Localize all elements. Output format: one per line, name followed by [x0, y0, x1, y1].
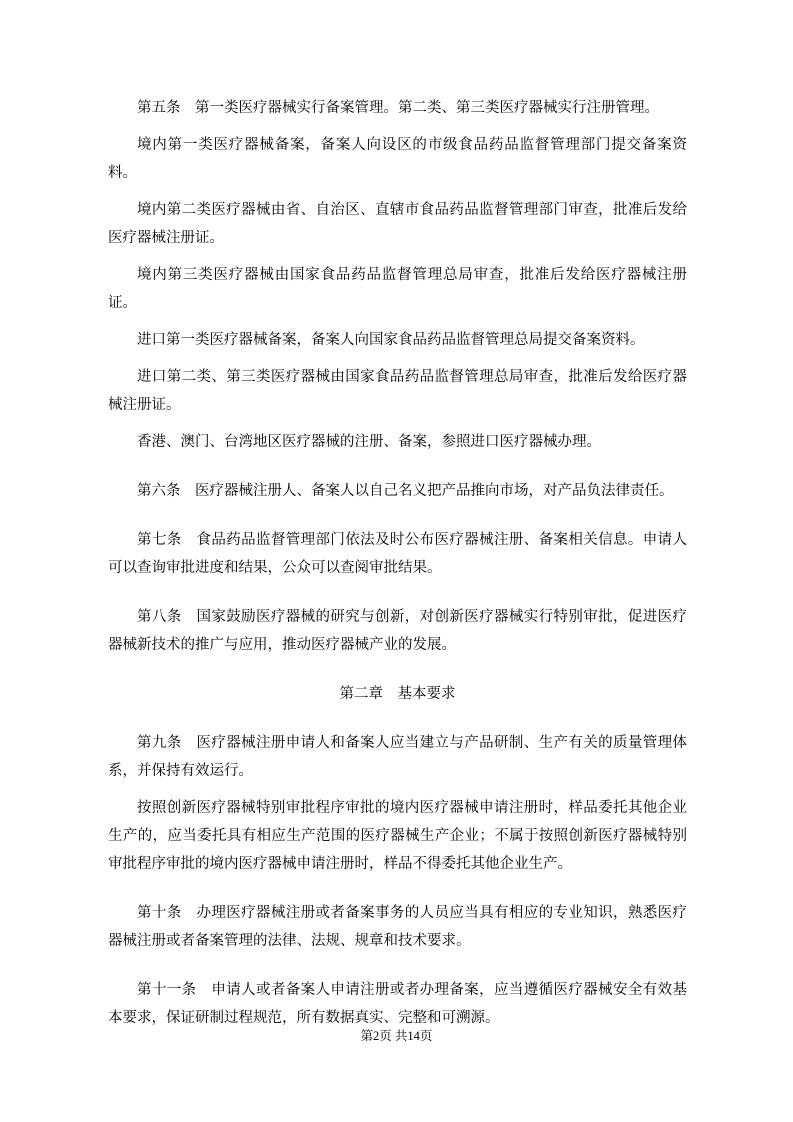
paragraph-article-11: 第十一条 申请人或者备案人申请注册或者办理备案，应当遵循医疗器械安全有效基本要求，保证研制过程规范，所有数据真实、完整和可溯源。	[108, 982, 687, 1026]
paragraph-article-9: 第九条 医疗器械注册申请人和备案人应当建立与产品研制、生产有关的质量管理体系，并保持有效运行。	[108, 735, 687, 779]
paragraph-import-class23: 进口第二类、第三类医疗器械由国家食品药品监督管理总局审查，批准后发给医疗器械注册证。	[108, 369, 687, 413]
paragraph-article-7: 第七条 食品药品监督管理部门依法及时公布医疗器械注册、备案相关信息。申请人可以查询审批进度和结果，公众可以查阅审批结果。	[108, 532, 687, 576]
paragraph-article-8: 第八条 国家鼓励医疗器械的研究与创新，对创新医疗器械实行特别审批，促进医疗器械新技术的推广与应用，推动医疗器械产业的发展。	[108, 609, 687, 653]
paragraph-article-10: 第十条 办理医疗器械注册或者备案事务的人员应当具有相应的专业知识，熟悉医疗器械注册或者备案管理的法律、法规、规章和技术要求。	[108, 905, 687, 949]
document-body	[108, 94, 687, 1041]
page-footer	[0, 1026, 793, 1044]
paragraph-domestic-class1: 境内第一类医疗器械备案，备案人向设区的市级食品药品监督管理部门提交备案资料。	[108, 137, 687, 181]
paragraph-domestic-class3: 境内第三类医疗器械由国家食品药品监督管理总局审查，批准后发给医疗器械注册证。	[108, 267, 687, 311]
chapter-2-heading: 第二章 基本要求	[339, 686, 456, 702]
paragraph-hk-macau-taiwan: 香港、澳门、台湾地区医疗器械的注册、备案，参照进口医疗器械办理。	[137, 434, 601, 450]
paragraph-article-6: 第六条 医疗器械注册人、备案人以自己名义把产品推向市场，对产品负法律责任。	[137, 483, 674, 499]
paragraph-import-class1: 进口第一类医疗器械备案，备案人向国家食品药品监督管理总局提交备案资料。	[137, 332, 645, 348]
paragraph-domestic-class2: 境内第二类医疗器械由省、自治区、直辖市食品药品监督管理部门审查，批准后发给医疗器械注册证。	[108, 202, 687, 246]
page-number-text: 第2页 共14页	[360, 1029, 433, 1043]
paragraph-innovation-approval: 按照创新医疗器械特别审批程序审批的境内医疗器械申请注册时，样品委托其他企业生产的，应当委托具有相应生产范围的医疗器械生产企业；不属于按照创新医疗器械特别审批程序审批的境内医疗器械申请注册时，样品不得委托其他企业生产。	[108, 800, 687, 872]
paragraph-article-5: 第五条 第一类医疗器械实行备案管理。第二类、第三类医疗器械实行注册管理。	[137, 100, 659, 116]
